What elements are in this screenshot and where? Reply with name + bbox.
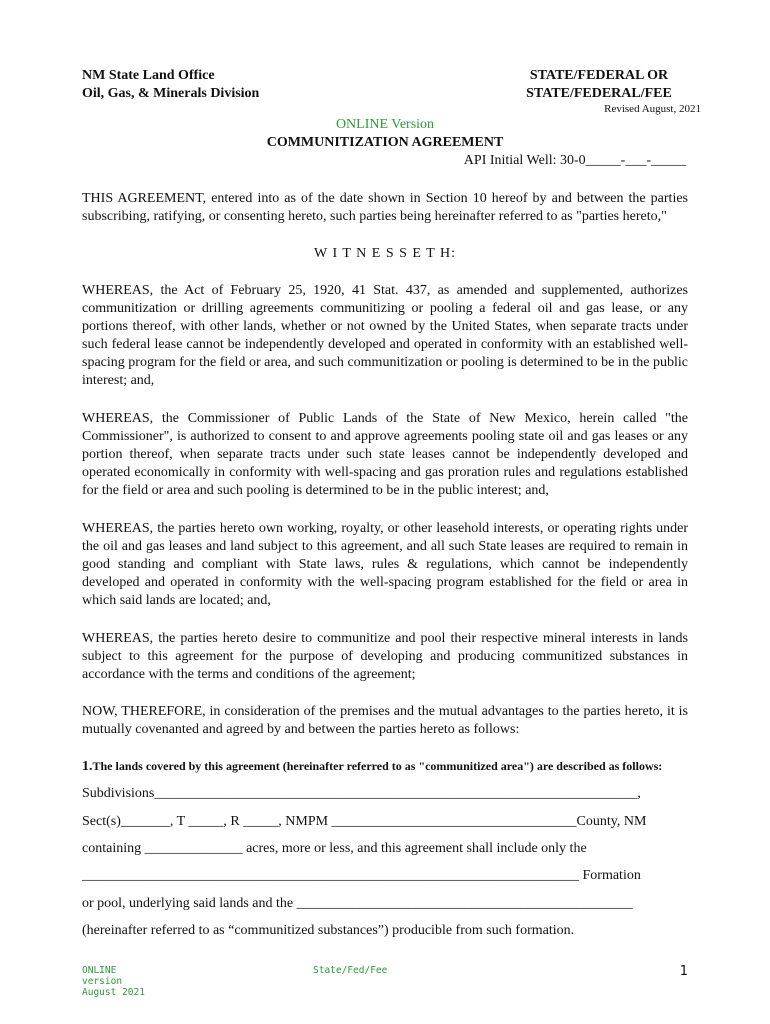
page-number: 1 <box>679 964 688 979</box>
intro-paragraph: THIS AGREEMENT, entered into as of the date shown in Section 10 hereof by and between the parties subscribing, ratifying, or consenting hereto, such parties being hereinafter referred to as "parties hereto," <box>82 191 688 224</box>
section-1-text: The lands covered by this agreement (hereinafter referred to as "communitized area") are described as follows: <box>92 759 663 773</box>
whereas-paragraph-2: WHEREAS, the Commissioner of Public Lands of the State of New Mexico, herein called "the Commissioner", is authorized to consent to and approve agreements pooling state oil and gas leases or any portion thereof, when separate tracts under such state leases cannot be independently developed and operated economically in conformity with well-spacing and gas proration rules and regulations established for the field or area and such pooling is determined to be in the public interest; and, <box>82 411 688 498</box>
division-name: Oil, Gas, & Minerals Division <box>82 86 260 101</box>
online-version-label: ONLINE Version <box>335 117 435 132</box>
subdivisions-field[interactable]: Subdivisions_____________________________________________________________________, <box>82 786 641 801</box>
whereas-paragraph-4: WHEREAS, the parties hereto desire to communitize and pool their respective mineral interests in lands subject to this agreement for the purpose of developing and producing communitized substances in accordance with the terms and conditions of the agreement; <box>82 631 688 682</box>
footer-version-line3: August 2021 <box>82 987 145 998</box>
revised-date: Revised August, 2021 <box>604 103 701 115</box>
footer-version-line2: version <box>82 976 123 987</box>
whereas-paragraph-1: WHEREAS, the Act of February 25, 1920, 41 Stat. 437, as amended and supplemented, authorizes communitization or drilling agreements communitizing or pooling a federal oil and gas lease, or any portions thereof, with other lands, whether or not owned by the United States, when separate tracts under such federal lease cannot be independently developed and operated in conformity with an established well-spacing program for the field or area, and such communitization or pooling is determined to be in the public interest; and, <box>82 283 688 388</box>
header-agreement-type <box>514 67 684 103</box>
document-title: COMMUNITIZATION AGREEMENT <box>266 135 504 150</box>
acreage-field[interactable]: containing ______________ acres, more or less, and this agreement shall include only the <box>82 841 587 856</box>
footer-form-type: State/Fed/Fee <box>313 965 388 976</box>
section-1-heading <box>82 759 662 775</box>
whereas-paragraph-3: WHEREAS, the parties hereto own working, royalty, or other leasehold interests, or operating rights under the oil and gas leases and land subject to this agreement, and all such State leases are required to remain in good standing and compliant with State laws, rules & regulations, which cannot be independently developed and operated in conformity with the well-spacing program established for the field or area in which said lands are located; and, <box>82 521 688 608</box>
footer-version-line1: ONLINE <box>82 965 117 976</box>
footer-version <box>82 965 145 998</box>
agreement-type-line1: STATE/FEDERAL OR <box>529 68 669 83</box>
agreement-type-line2: STATE/FEDERAL/FEE <box>526 86 672 101</box>
section-township-range-field[interactable]: Sect(s)_______, T _____, R _____, NMPM ___________________________________County, NM <box>82 814 647 829</box>
communitized-substances-line: (hereinafter referred to as “communitized substances”) producible from such formation. <box>82 923 575 938</box>
api-initial-well: API Initial Well: 30-0_____-___-_____ <box>463 153 686 168</box>
header-office <box>82 67 259 103</box>
now-therefore-paragraph: NOW, THEREFORE, in consideration of the premises and the mutual advantages to the parties hereto, it is mutually covenanted and agreed by and between the parties hereto as follows: <box>82 704 688 737</box>
pool-field[interactable]: or pool, underlying said lands and the ________________________________________________ <box>82 896 633 911</box>
section-1-number: 1. <box>82 759 93 774</box>
office-name: NM State Land Office <box>82 68 215 83</box>
formation-field[interactable]: _______________________________________________________________________ Formation <box>82 868 641 883</box>
witnesseth-heading: W I T N E S S E T H: <box>313 246 456 261</box>
